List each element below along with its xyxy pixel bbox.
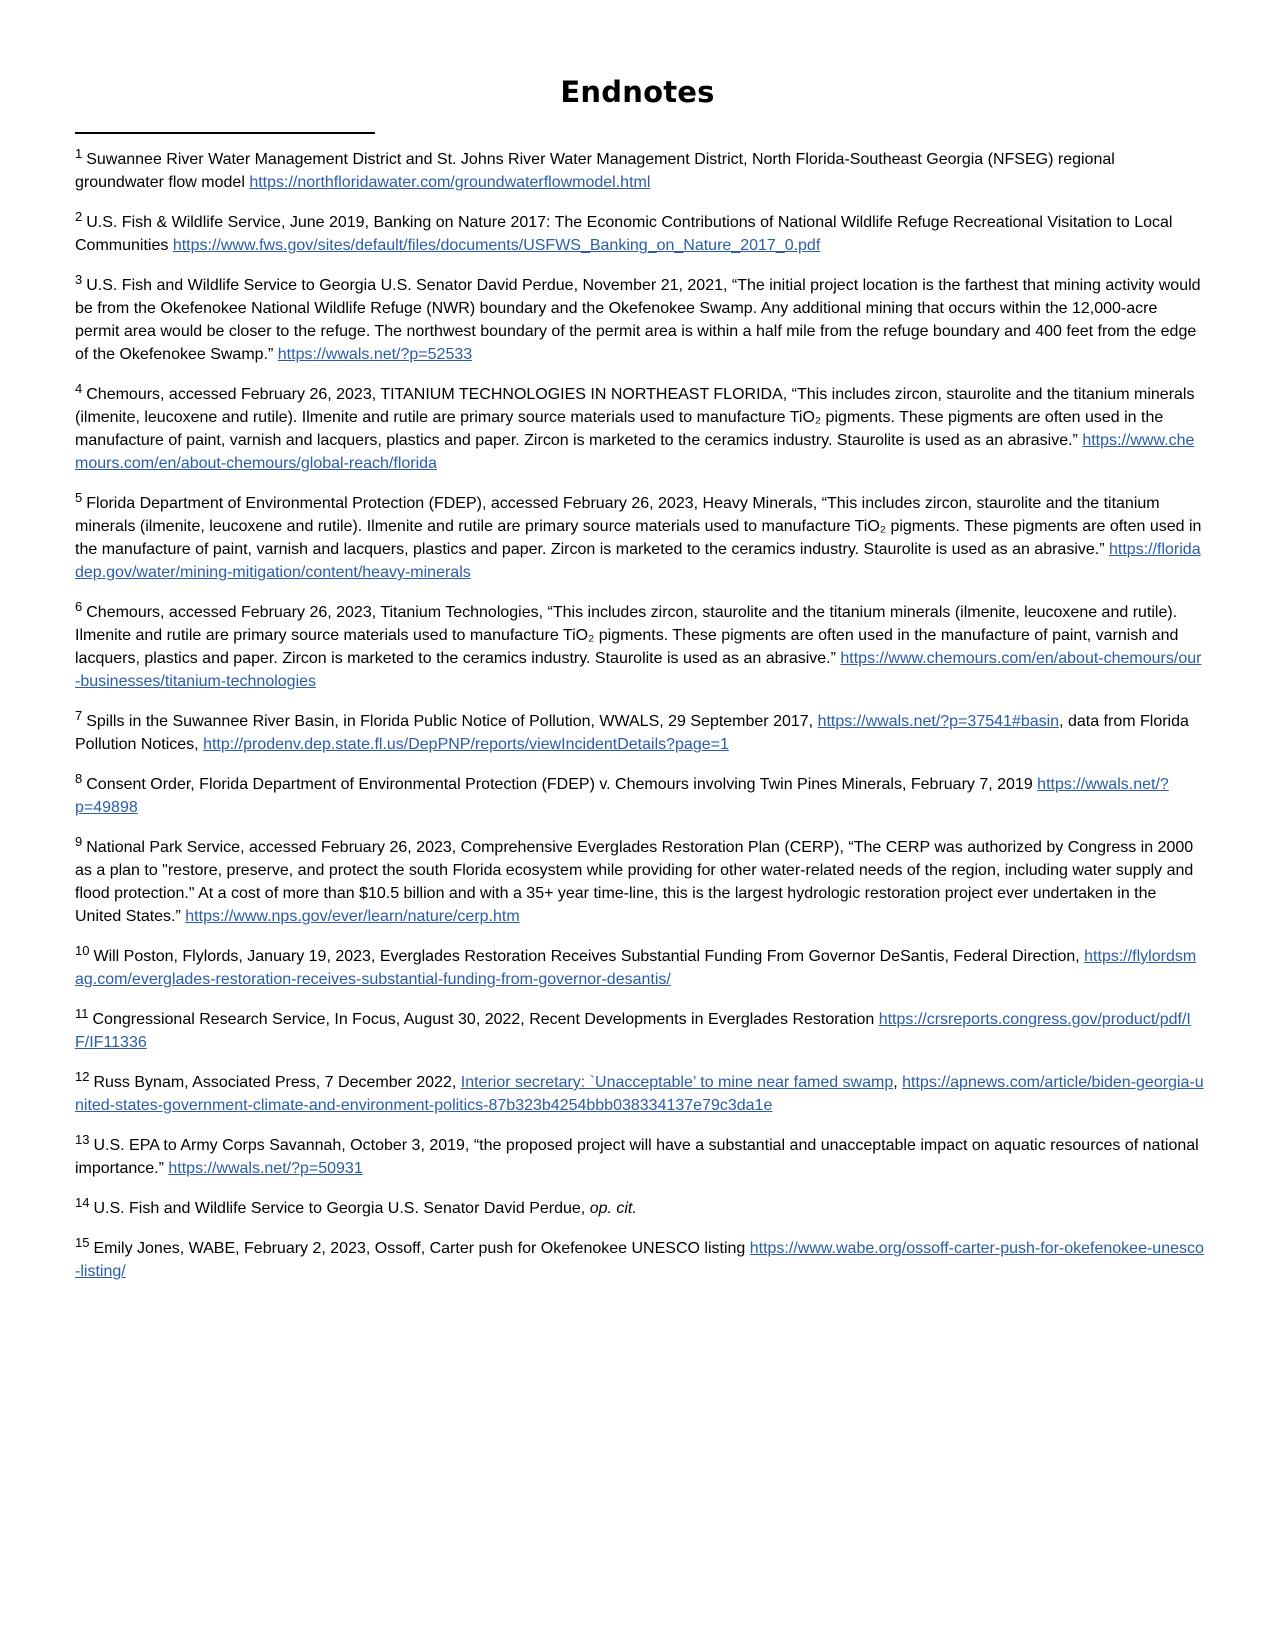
endnote-13 (75, 1134, 1205, 1180)
endnote-text: Consent Order, Florida Department of Environmental Protection (FDEP) v. Chemours involving Twin Pines Minerals, February 7, 2019 (86, 776, 1038, 793)
endnote-link[interactable]: https://wwals.net/?p=52533 (277, 346, 473, 363)
endnote-link-secondary[interactable]: http://prodenv.dep.state.fl.us/DepPNP/reports/viewIncidentDetails?page=1 (203, 736, 729, 753)
endnote-link[interactable]: https://crsreports.congress.gov/product/pdf/IF/IF11336 (75, 1011, 1191, 1051)
endnote-text-continued: , (893, 1074, 903, 1091)
page-title: Endnotes (560, 75, 715, 109)
endnote-text: Florida Department of Environmental Protection (FDEP), accessed February 26, 2023, Heavy Minerals, “This includes zircon, staurolite and the titanium minerals (ilmenite, leucoxene and rutile). Ilmenite and rutile are primary source materials used to manufacture TiO₂ pigments. These pigments are often used in the manufacture of paint, varnish and lacquers, plastics and paper. Zircon is marketed to the ceramics industry. Staurolite is used as an abrasive.” (75, 495, 1202, 558)
endnote-number: 7 (75, 708, 83, 723)
endnote-12 (75, 1071, 1205, 1117)
endnote-number: 11 (75, 1006, 89, 1021)
endnote-link[interactable]: https://wwals.net/?p=49898 (75, 776, 1169, 816)
endnote-1 (75, 148, 1205, 194)
endnote-10 (75, 945, 1205, 991)
endnote-link[interactable]: https://northfloridawater.com/groundwaterflowmodel.html (249, 174, 651, 191)
endnote-link[interactable]: https://flylordsmag.com/everglades-restoration-receives-substantial-funding-from-governor-desantis/ (75, 948, 1197, 988)
endnote-6 (75, 601, 1205, 693)
endnote-link[interactable]: https://wwals.net/?p=37541#basin (817, 713, 1060, 730)
endnote-link-secondary[interactable]: https://apnews.com/article/biden-georgia-united-states-government-climate-and-environment-politics-87b323b4254bbb038334137e79c3da1e (75, 1074, 1204, 1114)
endnote-number: 12 (75, 1069, 90, 1084)
endnote-text-continued: , data from Florida Pollution Notices, (75, 713, 1189, 753)
endnote-text: U.S. Fish & Wildlife Service, June 2019, Banking on Nature 2017: The Economic Contributions of National Wildlife Refuge Recreational Visitation to Local Communities (75, 214, 1173, 254)
endnote-7 (75, 710, 1205, 756)
endnote-number: 13 (75, 1132, 90, 1147)
endnote-number: 9 (75, 834, 83, 849)
endnote-text: Spills in the Suwannee River Basin, in Florida Public Notice of Pollution, WWALS, 29 September 2017, (86, 713, 818, 730)
endnote-14 (75, 1197, 1205, 1220)
endnote-15 (75, 1237, 1205, 1283)
endnote-text: Chemours, accessed February 26, 2023, TITANIUM TECHNOLOGIES IN NORTHEAST FLORIDA, “This includes zircon, staurolite and the titanium minerals (ilmenite, leucoxene and rutile). Ilmenite and rutile are primary source materials used to manufacture TiO₂ pigments. These pigments are often used in the manufacture of paint, varnish and lacquers, plastics and paper. Zircon is marketed to the ceramics industry. Staurolite is used as an abrasive.” (75, 386, 1195, 449)
endnote-3 (75, 274, 1205, 366)
endnote-text: Congressional Research Service, In Focus, August 30, 2022, Recent Developments in Everglades Restoration (92, 1011, 879, 1028)
endnote-link[interactable]: https://www.nps.gov/ever/learn/nature/cerp.htm (185, 908, 520, 925)
endnote-11 (75, 1008, 1205, 1054)
endnote-number: 2 (75, 209, 83, 224)
endnote-link[interactable]: https://www.wabe.org/ossoff-carter-push-for-okefenokee-unesco-listing/ (75, 1240, 1204, 1280)
endnote-text: Emily Jones, WABE, February 2, 2023, Ossoff, Carter push for Okefenokee UNESCO listing (93, 1240, 750, 1257)
endnotes-list (75, 148, 1205, 1300)
endnote-number: 8 (75, 771, 83, 786)
endnote-number: 6 (75, 599, 83, 614)
endnote-text: Suwannee River Water Management District and St. Johns River Water Management District, North Florida-Southeast Georgia (NFSEG) regional groundwater flow model (75, 151, 1115, 191)
endnote-number: 10 (75, 943, 90, 958)
endnote-number: 4 (75, 381, 83, 396)
endnote-italic-text: op. cit. (589, 1200, 637, 1217)
endnote-8 (75, 773, 1205, 819)
endnote-5 (75, 492, 1205, 584)
endnote-number: 1 (75, 146, 83, 161)
endnote-text: Chemours, accessed February 26, 2023, Titanium Technologies, “This includes zircon, staurolite and the titanium minerals (ilmenite, leucoxene and rutile). Ilmenite and rutile are primary source materials used to manufacture TiO₂ pigments. These pigments are often used in the manufacture of paint, varnish and lacquers, plastics and paper. Zircon is marketed to the ceramics industry. Staurolite is used as an abrasive.” (75, 604, 1179, 667)
endnote-text: U.S. EPA to Army Corps Savannah, October 3, 2019, “the proposed project will have a substantial and unacceptable impact on aquatic resources of national importance.” (75, 1137, 1199, 1177)
endnote-number: 5 (75, 490, 83, 505)
endnote-text: National Park Service, accessed February 26, 2023, Comprehensive Everglades Restoration Plan (CERP), “The CERP was authorized by Congress in 2000 as a plan to "restore, preserve, and protect the south Florida ecosystem while providing for other water-related needs of the region, including water supply and flood protection." At a cost of more than $10.5 billion and with a 35+ year time-line, this is the largest hydrologic restoration project ever undertaken in the United States.” (75, 839, 1194, 925)
endnote-number: 15 (75, 1235, 90, 1250)
endnote-link[interactable]: https://www.fws.gov/sites/default/files/documents/USFWS_Banking_on_Nature_2017_0.pdf (172, 237, 821, 254)
footnote-separator (75, 132, 375, 134)
endnote-link[interactable]: Interior secretary: `Unacceptable’ to mine near famed swamp (460, 1074, 894, 1091)
endnote-number: 3 (75, 272, 83, 287)
endnote-4 (75, 383, 1205, 475)
endnote-text: Will Poston, Flylords, January 19, 2023, Everglades Restoration Receives Substantial Funding From Governor DeSantis, Federal Direction, (93, 948, 1085, 965)
endnote-2 (75, 211, 1205, 257)
endnote-9 (75, 836, 1205, 928)
endnote-text: Russ Bynam, Associated Press, 7 December 2022, (93, 1074, 461, 1091)
endnote-link[interactable]: https://www.chemours.com/en/about-chemours/our-businesses/titanium-technologies (75, 650, 1202, 690)
endnote-link[interactable]: https://wwals.net/?p=50931 (168, 1160, 363, 1177)
endnote-number: 14 (75, 1195, 90, 1210)
endnote-text: U.S. Fish and Wildlife Service to Georgia U.S. Senator David Perdue, November 21, 2021, “The initial project location is the farthest that mining activity would be from the Okefenokee National Wildlife Refuge (NWR) boundary and the Okefenokee Swamp. Any additional mining that occurs within the 12,000-acre permit area would be closer to the refuge. The northwest boundary of the permit area is within a half mile from the refuge boundary and 400 feet from the edge of the Okefenokee Swamp.” (75, 277, 1201, 363)
endnote-text: U.S. Fish and Wildlife Service to Georgia U.S. Senator David Perdue, (93, 1200, 590, 1217)
endnote-link[interactable]: https://www.chemours.com/en/about-chemours/global-reach/florida (75, 432, 1195, 472)
endnote-link[interactable]: https://floridadep.gov/water/mining-mitigation/content/heavy-minerals (75, 541, 1201, 581)
